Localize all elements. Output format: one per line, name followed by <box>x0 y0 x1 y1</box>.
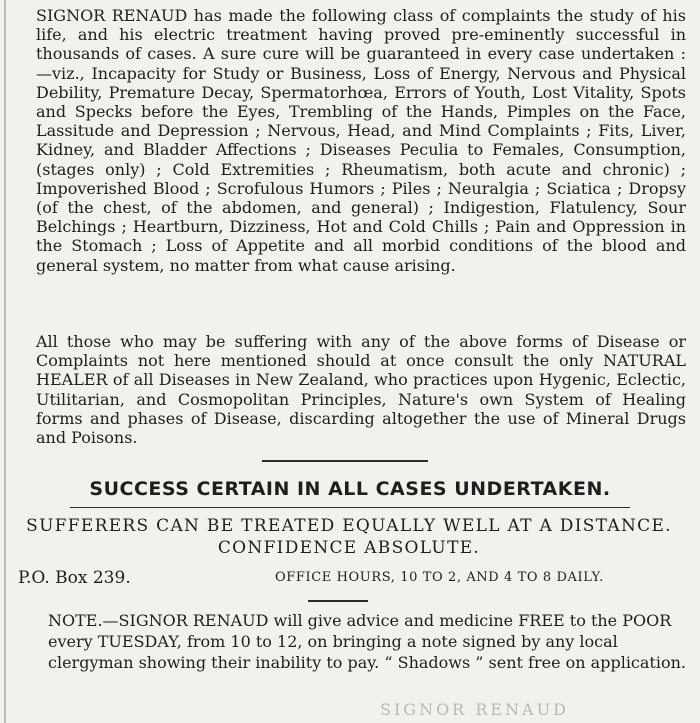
divider-rule <box>262 460 428 462</box>
divider-thin <box>70 507 630 508</box>
distance-notice <box>12 515 686 559</box>
success-headline: SUCCESS CERTAIN IN ALL CASES UNDERTAKEN. <box>89 478 611 500</box>
consult-paragraph <box>12 332 686 447</box>
distance-line-1: SUFFERERS CAN BE TREATED EQUALLY WELL AT A DISTANCE. <box>26 516 672 536</box>
complaints-text: SIGNOR RENAUD has made the following class of complaints the study of his life, and his electric treatment having proved pre-eminently successful in thousands of cases. A sure cure will be guaranteed in every case undertaken :—viz., Incapacity for Study or Business, Loss of Energy, Nervous and Physical Debility, Premature Decay, Spermatorhœa, Errors of Youth, Lost Vitality, Spots and Specks before the Eyes, Trembling of the Hands, Pimples on the Face, Lassitude and Depression ; Nervous, Head, and Mind Complaints ; Fits, Liver, Kidney, and Bladder Affections ; Diseases Peculia to Females, Consumption, (stages only) ; Cold Extremities ; Rheumatism, both acute and chronic) ; Impoverished Blood ; Scrofulous Humors ; Piles ; Neuralgia ; Sciatica ; Dropsy (of the chest, of the abdomen, and general) ; Indigestion, Flatulency, Sour Belchings ; Heartburn, Dizziness, Hot and Cold Chills ; Pain and Oppression in the Stomach ; Loss of Appetite and all morbid conditions of the blood and general system, no matter from what cause arising. <box>36 6 686 275</box>
complaints-paragraph <box>12 6 686 275</box>
column-edge <box>4 0 6 723</box>
consult-text: All those who may be suffering with any of the above forms of Disease or Complaints not here mentioned should at once consult the only NATURAL HEALER of all Diseases in New Zealand, who practices upon Hygenic, Eclectic, Utilitarian, and Cosmopolitan Principles, Nature's own System of Healing forms and phases of Disease, discarding altogether the use of Mineral Drugs and Poisons. <box>36 332 686 448</box>
note-text: NOTE.—SIGNOR RENAUD will give advice and medicine FREE to the POOR every TUESDAY, from 10 to 12, on bringing a note signed by any local clergyman showing their inability to pay. “ Shadows ” sent free on application. <box>48 611 686 672</box>
free-advice-note <box>16 610 694 673</box>
po-box: P.O. Box 239. <box>18 568 131 588</box>
office-hours: OFFICE HOURS, 10 TO 2, AND 4 TO 8 DAILY. <box>275 570 604 585</box>
divider-short <box>308 600 368 602</box>
bleed-through-text: SIGNOR RENAUD <box>380 700 569 719</box>
distance-line-2: CONFIDENCE ABSOLUTE. <box>217 538 481 558</box>
